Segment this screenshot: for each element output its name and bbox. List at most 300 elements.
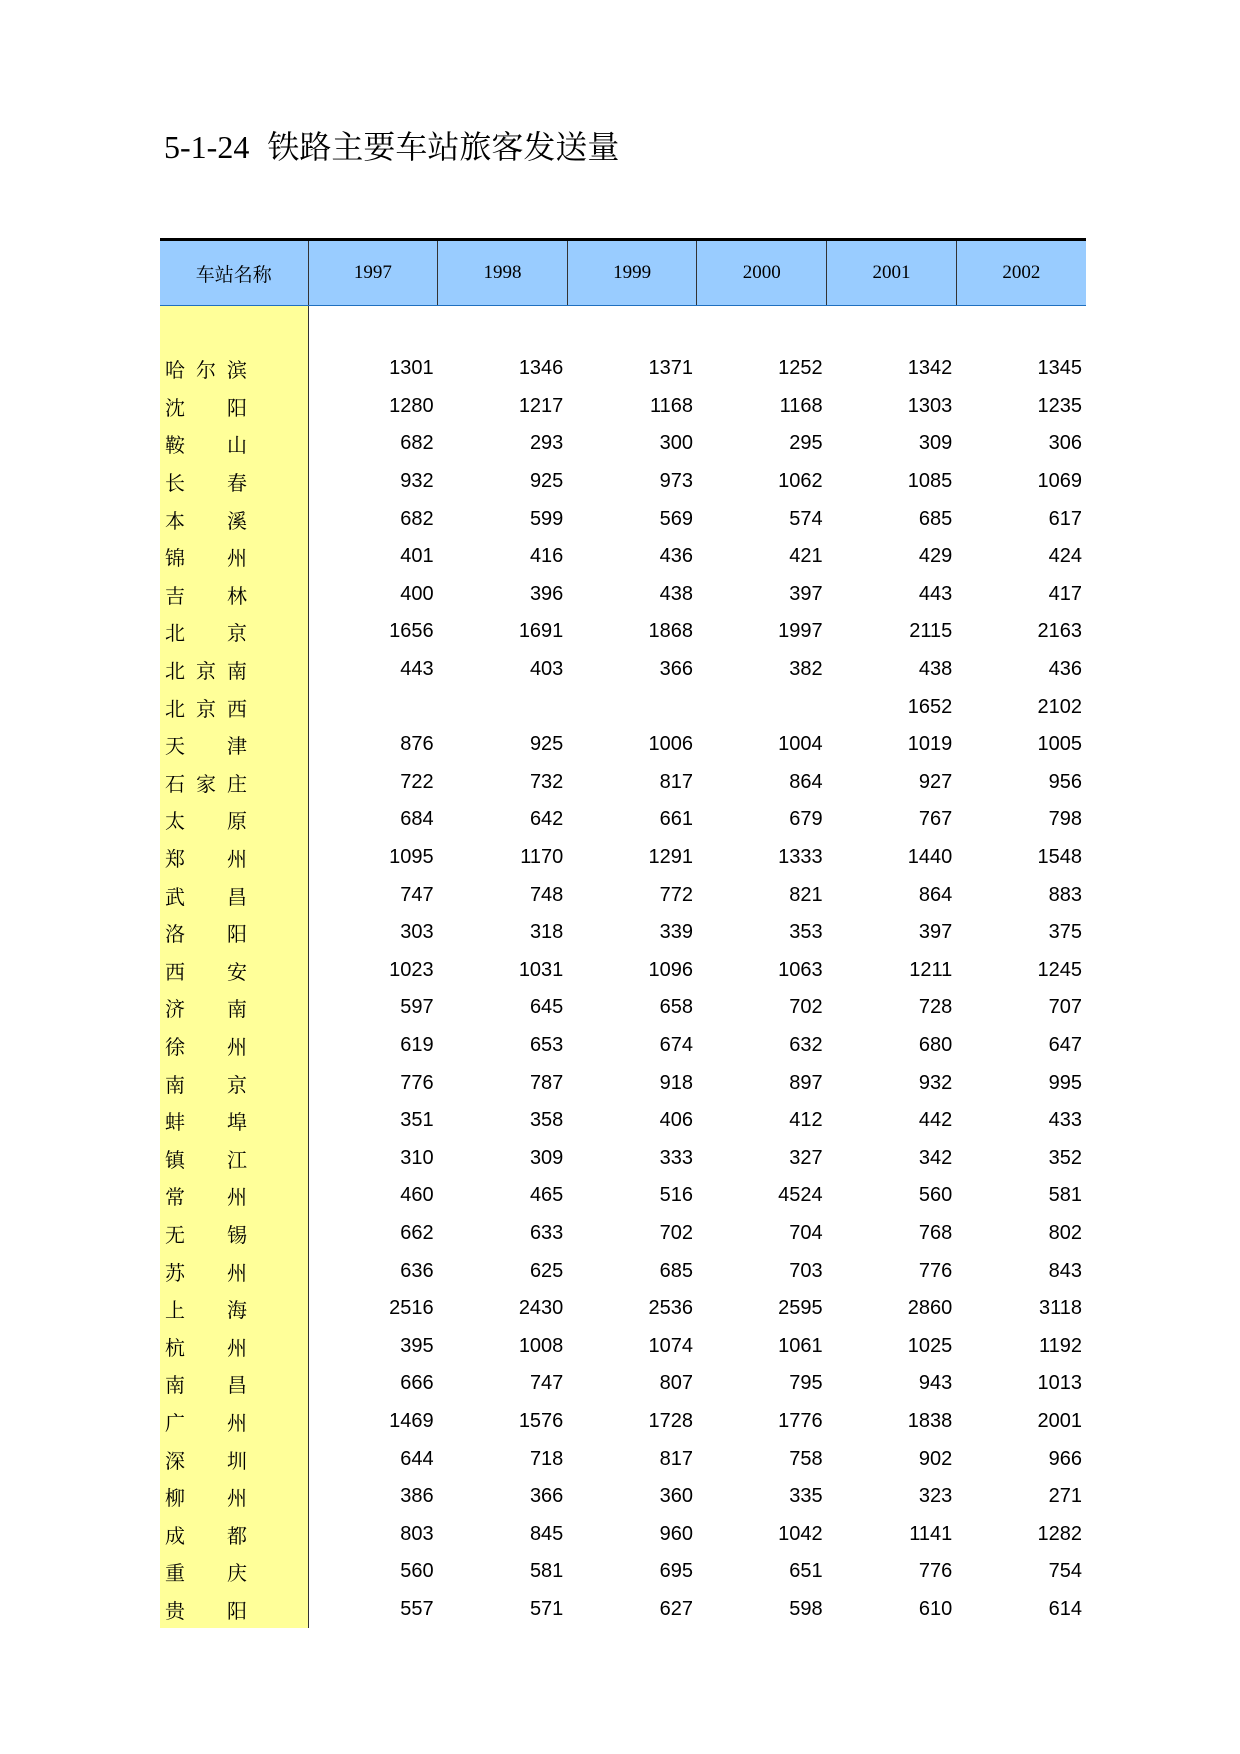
station-name-char: 安 [227, 959, 247, 984]
value-cell: 375 [1048, 921, 1082, 944]
station-name-char: 哈 [165, 358, 185, 383]
value-cell: 1333 [778, 846, 823, 869]
value-cell: 633 [529, 1221, 564, 1244]
table-row [160, 1215, 1086, 1253]
table-row [160, 425, 1086, 463]
value-cell: 1211 [909, 958, 953, 981]
station-name-char: 州 [227, 1410, 247, 1435]
value-cell: 442 [918, 1109, 953, 1132]
station-name-char: 州 [227, 1260, 247, 1285]
station-name-char: 江 [227, 1147, 247, 1172]
station-name-cell [160, 1177, 308, 1215]
station-name [160, 843, 247, 872]
table-code: 5-1-24 [164, 129, 250, 165]
value-cell: 421 [789, 545, 823, 568]
station-name-char: 南 [227, 659, 247, 684]
value-cell: 1170 [520, 846, 564, 869]
value-cell: 1652 [907, 695, 953, 718]
value-cell: 966 [1048, 1447, 1082, 1470]
value-cell: 644 [400, 1447, 434, 1470]
value-cell: 642 [529, 808, 564, 831]
station-name [160, 1369, 247, 1398]
header-year: 1997 [308, 240, 438, 306]
value-cell: 557 [400, 1597, 434, 1620]
station-name [160, 1069, 247, 1098]
value-cell: 1252 [778, 357, 823, 380]
value-cell: 1691 [518, 620, 564, 643]
station-name-char: 原 [227, 809, 247, 834]
station-name-char: 家 [196, 771, 216, 796]
station-name-cell [160, 425, 308, 463]
value-cell: 2102 [1037, 695, 1082, 718]
value-cell: 995 [1048, 1071, 1082, 1094]
value-cell: 776 [918, 1560, 953, 1583]
station-name-cell [160, 350, 308, 388]
value-cell: 614 [1048, 1597, 1082, 1620]
station-name-cell [160, 839, 308, 877]
table-row [160, 952, 1086, 990]
value-cell: 943 [918, 1372, 953, 1395]
header-station: 车站名称 [160, 240, 308, 306]
value-cell: 956 [1048, 770, 1082, 793]
station-name-char: 苏 [165, 1260, 185, 1285]
station-name-char: 南 [165, 1072, 185, 1097]
value-cell [697, 688, 827, 726]
station-name-char: 杭 [165, 1335, 185, 1360]
value-cell: 682 [400, 432, 434, 455]
value-cell: 883 [1048, 883, 1082, 906]
station-name-char: 武 [165, 884, 185, 909]
value-cell: 397 [789, 582, 823, 605]
table-row [160, 350, 1086, 388]
value-cell: 1168 [649, 394, 693, 417]
header-year: 2001 [827, 240, 957, 306]
station-name-char: 西 [227, 696, 247, 721]
table-row [160, 1064, 1086, 1102]
station-name-char: 深 [165, 1448, 185, 1473]
station-name-cell [160, 1215, 308, 1253]
value-cell: 2860 [907, 1297, 953, 1320]
value-cell: 1280 [389, 394, 434, 417]
value-cell: 569 [659, 507, 693, 530]
value-cell: 2516 [389, 1297, 434, 1320]
header-year: 2002 [956, 240, 1086, 306]
station-name [160, 580, 247, 609]
station-name-cell [160, 500, 308, 538]
station-name-cell [160, 801, 308, 839]
station-name-char: 昌 [227, 1373, 247, 1398]
value-cell: 3118 [1038, 1297, 1082, 1320]
value-cell: 625 [529, 1259, 564, 1282]
station-name-char: 锦 [165, 546, 185, 571]
value-cell: 728 [918, 996, 953, 1019]
value-cell: 1019 [907, 733, 953, 756]
station-name-char: 林 [227, 583, 247, 608]
station-name-char: 柳 [165, 1486, 185, 1511]
value-cell: 2115 [909, 620, 953, 643]
station-name-char: 蚌 [165, 1110, 185, 1135]
station-name-char: 锡 [227, 1222, 247, 1247]
value-cell: 300 [659, 432, 693, 455]
value-cell: 960 [659, 1522, 693, 1545]
station-name-cell [160, 1515, 308, 1553]
value-cell: 636 [400, 1259, 434, 1282]
value-cell: 876 [400, 733, 434, 756]
value-cell: 436 [659, 545, 693, 568]
table-row [160, 500, 1086, 538]
value-cell: 747 [400, 883, 434, 906]
value-cell: 973 [659, 470, 693, 493]
station-name-char: 阳 [227, 1598, 247, 1623]
value-cell: 674 [659, 1033, 693, 1056]
value-cell: 1469 [389, 1409, 434, 1432]
value-cell: 352 [1048, 1146, 1082, 1169]
value-cell: 1005 [1037, 733, 1082, 756]
value-cell: 1656 [389, 620, 434, 643]
station-name-char: 济 [165, 997, 185, 1022]
station-passenger-table [160, 238, 1086, 1628]
station-name [160, 429, 247, 458]
value-cell: 309 [529, 1146, 564, 1169]
station-name-char: 尔 [196, 358, 216, 383]
station-name-char: 圳 [227, 1448, 247, 1473]
value-cell: 707 [1048, 996, 1082, 1019]
station-name-char: 西 [165, 959, 185, 984]
table-body [160, 306, 1086, 1629]
value-cell [438, 688, 568, 726]
value-cell: 768 [918, 1221, 953, 1244]
station-name-cell [160, 1102, 308, 1140]
station-name-cell [160, 1591, 308, 1629]
station-name-char: 州 [227, 1335, 247, 1360]
table-row [160, 388, 1086, 426]
station-name [160, 1332, 247, 1361]
value-cell: 599 [529, 507, 564, 530]
value-cell: 1282 [1037, 1522, 1082, 1545]
value-cell: 902 [918, 1447, 953, 1470]
value-cell: 795 [789, 1372, 823, 1395]
value-cell: 864 [918, 883, 953, 906]
value-cell: 438 [918, 658, 953, 681]
value-cell: 412 [789, 1109, 823, 1132]
value-cell: 703 [789, 1259, 823, 1282]
station-name-cell [160, 388, 308, 426]
table-row [160, 651, 1086, 689]
station-name-cell [160, 1290, 308, 1328]
station-name [160, 1407, 247, 1436]
table-row [160, 1515, 1086, 1553]
station-name-char: 州 [227, 1185, 247, 1210]
station-name-cell [160, 876, 308, 914]
value-cell: 802 [1048, 1221, 1082, 1244]
station-name-cell [160, 989, 308, 1027]
value-cell: 571 [529, 1597, 564, 1620]
table-row [160, 613, 1086, 651]
station-name [160, 1106, 247, 1135]
value-cell: 598 [789, 1597, 823, 1620]
station-name-char: 北 [165, 696, 185, 721]
table-row [160, 1478, 1086, 1516]
table-row [160, 1139, 1086, 1177]
value-cell: 303 [400, 921, 434, 944]
station-name-cell [160, 914, 308, 952]
station-name-char: 庆 [227, 1561, 247, 1586]
station-name-char: 南 [165, 1373, 185, 1398]
value-cell: 1371 [648, 357, 693, 380]
value-cell: 798 [1048, 808, 1082, 831]
table-row [160, 1327, 1086, 1365]
station-name [160, 881, 247, 910]
station-name-char: 春 [227, 471, 247, 496]
value-cell: 651 [789, 1560, 823, 1583]
station-name-char: 镇 [165, 1147, 185, 1172]
table-row [160, 1290, 1086, 1328]
station-name-char: 北 [165, 621, 185, 646]
value-cell: 1868 [648, 620, 693, 643]
value-cell: 295 [789, 432, 823, 455]
value-cell: 310 [400, 1146, 434, 1169]
station-name-cell [160, 538, 308, 576]
value-cell: 1095 [389, 846, 434, 869]
value-cell: 1063 [778, 958, 823, 981]
value-cell: 1061 [778, 1334, 823, 1357]
table-row [160, 839, 1086, 877]
value-cell: 465 [529, 1184, 564, 1207]
value-cell: 627 [659, 1597, 693, 1620]
value-cell [567, 688, 697, 726]
table-row [160, 1252, 1086, 1290]
table-row [160, 538, 1086, 576]
value-cell: 333 [659, 1146, 693, 1169]
value-cell: 1548 [1037, 846, 1082, 869]
value-cell: 927 [918, 770, 953, 793]
value-cell: 1096 [648, 958, 693, 981]
value-cell: 1085 [907, 470, 953, 493]
table-row [160, 688, 1086, 726]
table-row [160, 1177, 1086, 1215]
station-name [160, 805, 247, 834]
station-name-char: 昌 [227, 884, 247, 909]
station-name-char: 京 [227, 621, 247, 646]
page-title [164, 122, 619, 168]
value-cell: 695 [659, 1560, 693, 1583]
value-cell: 653 [529, 1033, 564, 1056]
station-name-cell [160, 1064, 308, 1102]
value-cell: 645 [529, 996, 564, 1019]
table-row [160, 764, 1086, 802]
value-cell: 702 [659, 1221, 693, 1244]
data-table-container [160, 238, 1086, 1628]
station-name-cell [160, 726, 308, 764]
station-name-char: 都 [227, 1523, 247, 1548]
value-cell: 1342 [907, 357, 953, 380]
value-cell: 597 [400, 996, 434, 1019]
station-name-char: 贵 [165, 1598, 185, 1623]
station-name [160, 1520, 247, 1549]
station-name-char: 本 [165, 508, 185, 533]
value-cell: 1141 [909, 1522, 953, 1545]
value-cell: 366 [529, 1485, 564, 1508]
header-row [160, 240, 1086, 306]
station-name-char: 海 [227, 1298, 247, 1323]
station-name [160, 655, 247, 684]
value-cell: 704 [789, 1221, 823, 1244]
station-name-char: 广 [165, 1410, 185, 1435]
table-row [160, 801, 1086, 839]
station-name-char: 南 [227, 997, 247, 1022]
value-cell: 366 [659, 658, 693, 681]
value-cell: 864 [789, 770, 823, 793]
station-name-char: 成 [165, 1523, 185, 1548]
station-name [160, 768, 247, 797]
value-cell: 2536 [648, 1297, 693, 1320]
station-name-char: 庄 [227, 771, 247, 796]
station-name-cell [160, 952, 308, 990]
value-cell: 353 [789, 921, 823, 944]
value-cell: 416 [529, 545, 564, 568]
station-name [160, 392, 247, 421]
station-name-cell [160, 1365, 308, 1403]
value-cell: 581 [529, 1560, 564, 1583]
value-cell: 1168 [779, 394, 823, 417]
station-name-char: 州 [227, 847, 247, 872]
value-cell: 358 [529, 1109, 564, 1132]
station-name-char: 沈 [165, 395, 185, 420]
table-row [160, 1553, 1086, 1591]
station-name-cell [160, 613, 308, 651]
value-cell: 443 [918, 582, 953, 605]
station-name-char: 京 [196, 659, 216, 684]
value-cell: 747 [529, 1372, 564, 1395]
value-cell: 1345 [1037, 357, 1082, 380]
value-cell: 1069 [1037, 470, 1082, 493]
value-cell: 436 [1048, 658, 1082, 681]
value-cell: 417 [1048, 582, 1082, 605]
station-name-cell [160, 1252, 308, 1290]
value-cell: 821 [789, 883, 823, 906]
table-row [160, 1591, 1086, 1629]
station-name-char: 溪 [227, 508, 247, 533]
value-cell: 843 [1048, 1259, 1082, 1282]
value-cell: 335 [789, 1485, 823, 1508]
value-cell: 293 [529, 432, 564, 455]
station-name-char: 阳 [227, 922, 247, 947]
station-name [160, 1482, 247, 1511]
value-cell: 817 [659, 1447, 693, 1470]
station-name-char: 州 [227, 1034, 247, 1059]
table-row [160, 1365, 1086, 1403]
value-cell: 360 [659, 1485, 693, 1508]
value-cell: 429 [918, 545, 953, 568]
station-name [160, 1144, 247, 1173]
value-cell: 401 [400, 545, 434, 568]
station-name-cell [160, 1403, 308, 1441]
station-name-cell [160, 1553, 308, 1591]
value-cell: 400 [400, 582, 434, 605]
value-cell: 680 [918, 1033, 953, 1056]
value-cell: 661 [659, 808, 693, 831]
value-cell: 722 [400, 770, 434, 793]
value-cell: 754 [1048, 1560, 1082, 1583]
value-cell: 1031 [518, 958, 564, 981]
value-cell: 817 [659, 770, 693, 793]
value-cell: 702 [789, 996, 823, 1019]
station-name-char: 无 [165, 1222, 185, 1247]
value-cell: 1776 [778, 1409, 823, 1432]
station-name [160, 1181, 247, 1210]
station-name [160, 1445, 247, 1474]
value-cell: 767 [918, 808, 953, 831]
value-cell: 1838 [907, 1409, 953, 1432]
value-cell: 382 [789, 658, 823, 681]
station-name [160, 354, 247, 383]
table-row [160, 989, 1086, 1027]
station-name-char: 山 [227, 433, 247, 458]
table-row [160, 1403, 1086, 1441]
value-cell: 443 [400, 658, 434, 681]
value-cell: 342 [918, 1146, 953, 1169]
station-name [160, 1595, 247, 1624]
station-name-cell [160, 463, 308, 501]
value-cell: 748 [529, 883, 564, 906]
value-cell: 339 [659, 921, 693, 944]
value-cell: 1025 [907, 1334, 953, 1357]
station-name-char: 石 [165, 771, 185, 796]
value-cell: 2430 [518, 1297, 564, 1320]
station-name-char: 滨 [227, 358, 247, 383]
value-cell: 327 [789, 1146, 823, 1169]
value-cell: 4524 [778, 1184, 823, 1207]
station-name-char: 郑 [165, 847, 185, 872]
value-cell: 1576 [518, 1409, 564, 1432]
value-cell: 1217 [518, 394, 564, 417]
value-cell: 581 [1048, 1184, 1082, 1207]
value-cell: 632 [789, 1033, 823, 1056]
table-row [160, 914, 1086, 952]
value-cell: 1074 [648, 1334, 693, 1357]
table-row [160, 726, 1086, 764]
value-cell: 1008 [518, 1334, 564, 1357]
station-name [160, 693, 247, 722]
value-cell: 666 [400, 1372, 434, 1395]
station-name-char: 京 [196, 696, 216, 721]
value-cell: 1346 [518, 357, 564, 380]
value-cell: 732 [529, 770, 564, 793]
value-cell: 897 [789, 1071, 823, 1094]
station-name-char: 吉 [165, 583, 185, 608]
value-cell: 323 [918, 1485, 953, 1508]
value-cell: 1245 [1037, 958, 1082, 981]
value-cell: 845 [529, 1522, 564, 1545]
header-year: 1998 [438, 240, 568, 306]
station-name [160, 505, 247, 534]
station-name [160, 542, 247, 571]
station-name-char: 长 [165, 471, 185, 496]
value-cell: 776 [918, 1259, 953, 1282]
value-cell: 460 [400, 1184, 434, 1207]
value-cell: 403 [529, 658, 564, 681]
value-cell: 932 [400, 470, 434, 493]
value-cell: 658 [659, 996, 693, 1019]
table-title-text: 铁路主要车站旅客发送量 [267, 129, 620, 165]
station-name-cell [160, 576, 308, 614]
value-cell: 1004 [778, 733, 823, 756]
value-cell: 351 [400, 1109, 434, 1132]
value-cell: 560 [918, 1184, 953, 1207]
station-name-cell [160, 1478, 308, 1516]
station-name [160, 956, 247, 985]
station-name-char: 鞍 [165, 433, 185, 458]
